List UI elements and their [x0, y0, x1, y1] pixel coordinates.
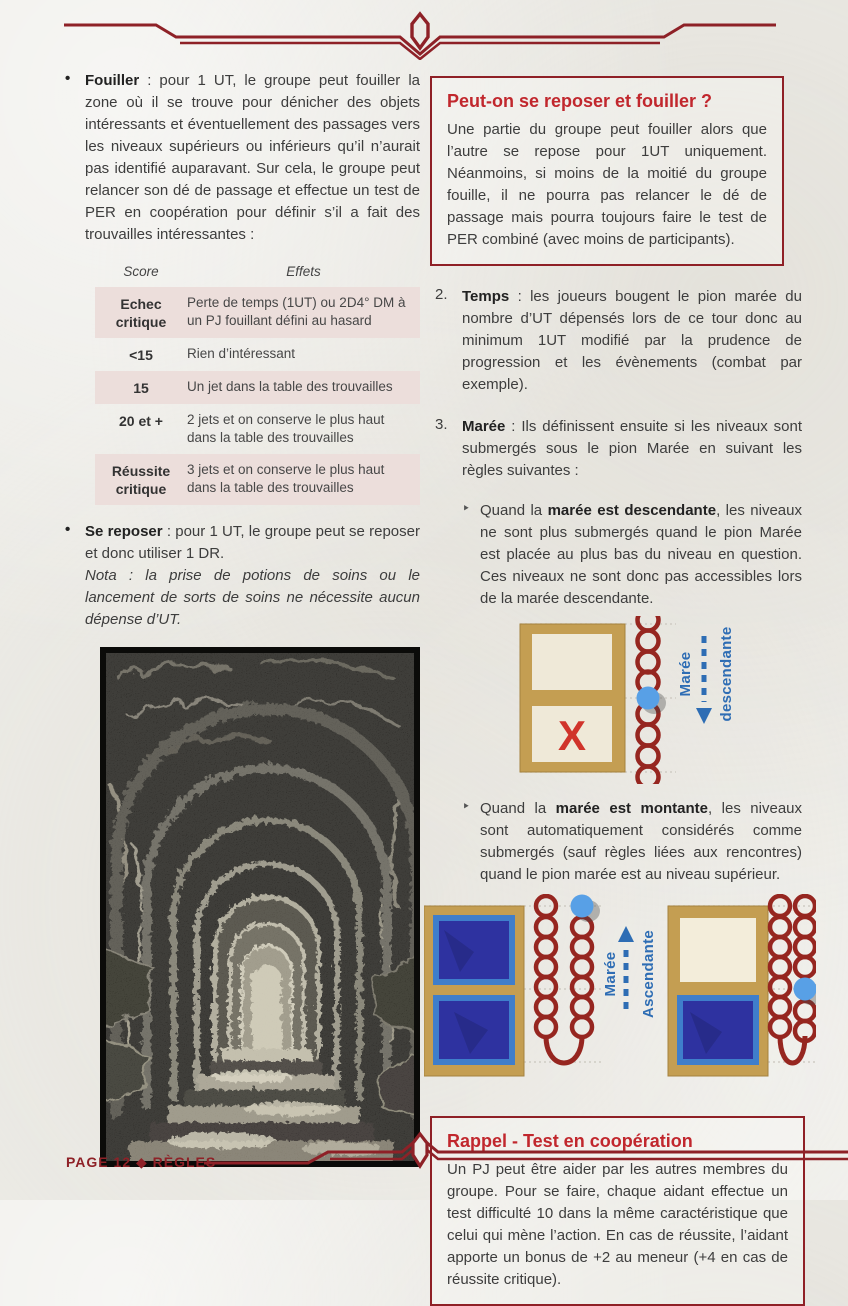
tide-direction-arrow-up	[618, 926, 634, 1010]
item-number: 3.	[435, 416, 448, 433]
numbered-item-maree	[430, 416, 802, 482]
tide-pawn	[571, 895, 594, 918]
callout-title: Peut-on se reposer et fouiller ?	[447, 91, 713, 111]
cell-effect: Rien d’intéressant	[187, 346, 296, 361]
text-pre: Quand la	[480, 502, 548, 519]
level-cell-upper	[532, 634, 612, 690]
map-frame	[520, 624, 625, 772]
temps-term: Temps	[462, 288, 510, 305]
cell-score: 20 et +	[119, 413, 163, 429]
tide-descending-paragraph	[480, 500, 802, 610]
rest-and-search-callout	[430, 76, 784, 266]
maree-term: Marée	[462, 418, 506, 435]
column-header-effets: Effets	[286, 264, 321, 279]
table-row	[95, 404, 420, 454]
bullet-dot: •	[65, 70, 71, 87]
cell-effect: Un jet dans la table des trouvailles	[187, 379, 393, 394]
column-header-score: Score	[123, 264, 159, 279]
temps-paragraph	[462, 286, 802, 396]
cell-score: <15	[129, 347, 153, 363]
table-row	[95, 287, 420, 338]
page-number-label: PAGE 12 ◆ RÈGLES	[66, 1154, 217, 1170]
text-post: , les niveaux ne sont plus submergés quand le pion Marée est placée au plus bas du niveau en question. Ces niveaux ne sont donc pas accessibles lors de la marée descendante.	[480, 502, 802, 607]
fouiller-rule	[63, 70, 420, 246]
tide-pawn	[794, 978, 817, 1001]
dungeon-corridor-illustration	[100, 647, 420, 1167]
right-column	[430, 76, 802, 1306]
text-bold: marée est montante	[555, 800, 709, 817]
maree-paragraph	[462, 416, 802, 482]
table-row	[95, 338, 420, 371]
tide-rising-label-line2: Ascendante	[640, 929, 657, 1019]
triangle-bullet-icon: ‣	[462, 798, 471, 814]
callout-title: Rappel - Test en coopération	[447, 1131, 693, 1151]
temps-body: : les joueurs bougent le pion marée du nombre d’UT dépensés lors de ce tour donc au minimum 1UT modifié par la prudence de progression et les évènements (combat par exemple).	[462, 288, 802, 393]
bottom-border-ornament	[0, 1130, 848, 1178]
tide-descending-diagram	[518, 616, 758, 784]
tide-pawn	[637, 687, 660, 710]
maree-body: : Ils définissent ensuite si les niveaux sont submergés sous le pion Marée en suivant les règles suivantes :	[462, 418, 802, 479]
se-reposer-paragraph	[85, 521, 420, 565]
table-header-row	[95, 260, 420, 287]
cell-score: Echec critique	[115, 296, 167, 330]
table-row	[95, 371, 420, 404]
cell-score: 15	[133, 380, 149, 396]
text-post: , les niveaux sont automatiquement considérés comme submergés (sauf règles liées aux rencontres) quand le pion marée est au niveau supérieur.	[480, 800, 803, 883]
tide-rising-rule	[430, 798, 802, 886]
text-bold: marée est descendante	[547, 502, 717, 519]
fouiller-paragraph	[85, 70, 420, 246]
dry-level-upper	[680, 918, 756, 982]
numbered-item-temps	[430, 286, 802, 396]
tide-descending-rule	[430, 500, 802, 610]
callout-body: Un PJ peut être aider par les autres membres du groupe. Pour se faire, chaque aidant effectue un test difficulté 10 dans la même caractéristique que celui qui mène l’action. En cas de réussite, l’aidant apporte un bonus de +2 au meneur (+4 en cas de réussite critique).	[447, 1161, 788, 1288]
fouiller-body: : pour 1 UT, le groupe peut fouiller la zone où il se trouve pour dénicher des objets intéressants et éventuellement des passages vers les niveaux supérieurs ou inférieurs qu’il n’aurait pas identifié auparavant. Sur cela, le groupe peut relancer son dé de passage et effectue un test de PER en coopération pour définir s’il a fait des trouvailles intéressantes :	[85, 72, 420, 243]
top-border-ornament	[0, 8, 848, 60]
item-number: 2.	[435, 286, 448, 303]
se-reposer-body: : pour 1 UT, le groupe peut se reposer et donc utiliser 1 DR.	[85, 523, 420, 562]
tide-descending-label-line1: Marée	[677, 651, 694, 697]
tide-direction-arrow-down	[696, 636, 712, 724]
fouille-results-table	[95, 260, 420, 505]
text-pre: Quand la	[480, 800, 556, 817]
submerged-level-upper	[436, 918, 512, 982]
fouiller-term: Fouiller	[85, 72, 140, 89]
triangle-bullet-icon: ‣	[462, 500, 471, 516]
tide-descending-label-line2: descendante	[718, 626, 735, 722]
blocked-level-x-mark: X	[557, 712, 587, 759]
cell-effect: Perte de temps (1UT) ou 2D4° DM à un PJ fouillant défini au hasard	[187, 295, 406, 328]
callout-body: Une partie du groupe peut fouiller alors que l’autre se repose pour 1UT uniquement. Néanmoins, si moins de la moitié du groupe fouille, il ne pourra pas relancer le dé de passage mais pourra toujours faire le test de PER combiné (avec moins de participants).	[447, 121, 767, 248]
left-column	[63, 70, 420, 1172]
se-reposer-term: Se reposer	[85, 523, 163, 540]
map-frame-both-submerged	[424, 906, 524, 1076]
cell-effect: 3 jets et on conserve le plus haut dans la table des trouvailles	[187, 462, 385, 495]
tide-rising-label-line1: Marée	[602, 951, 619, 997]
nota-paragraph: Nota : la prise de potions de soins ou le lancement de sorts de soins ne nécessite aucun dépense d’UT.	[85, 567, 420, 628]
table-row	[95, 454, 420, 505]
cell-score: Réussite critique	[111, 463, 171, 497]
cell-effect: 2 jets et on conserve le plus haut dans la table des trouvailles	[187, 412, 385, 445]
tide-rising-diagram	[424, 894, 816, 1106]
tide-rising-paragraph	[480, 798, 802, 886]
se-reposer-rule	[63, 521, 420, 631]
map-frame-lower-submerged	[668, 906, 768, 1076]
bullet-dot: •	[65, 521, 71, 538]
